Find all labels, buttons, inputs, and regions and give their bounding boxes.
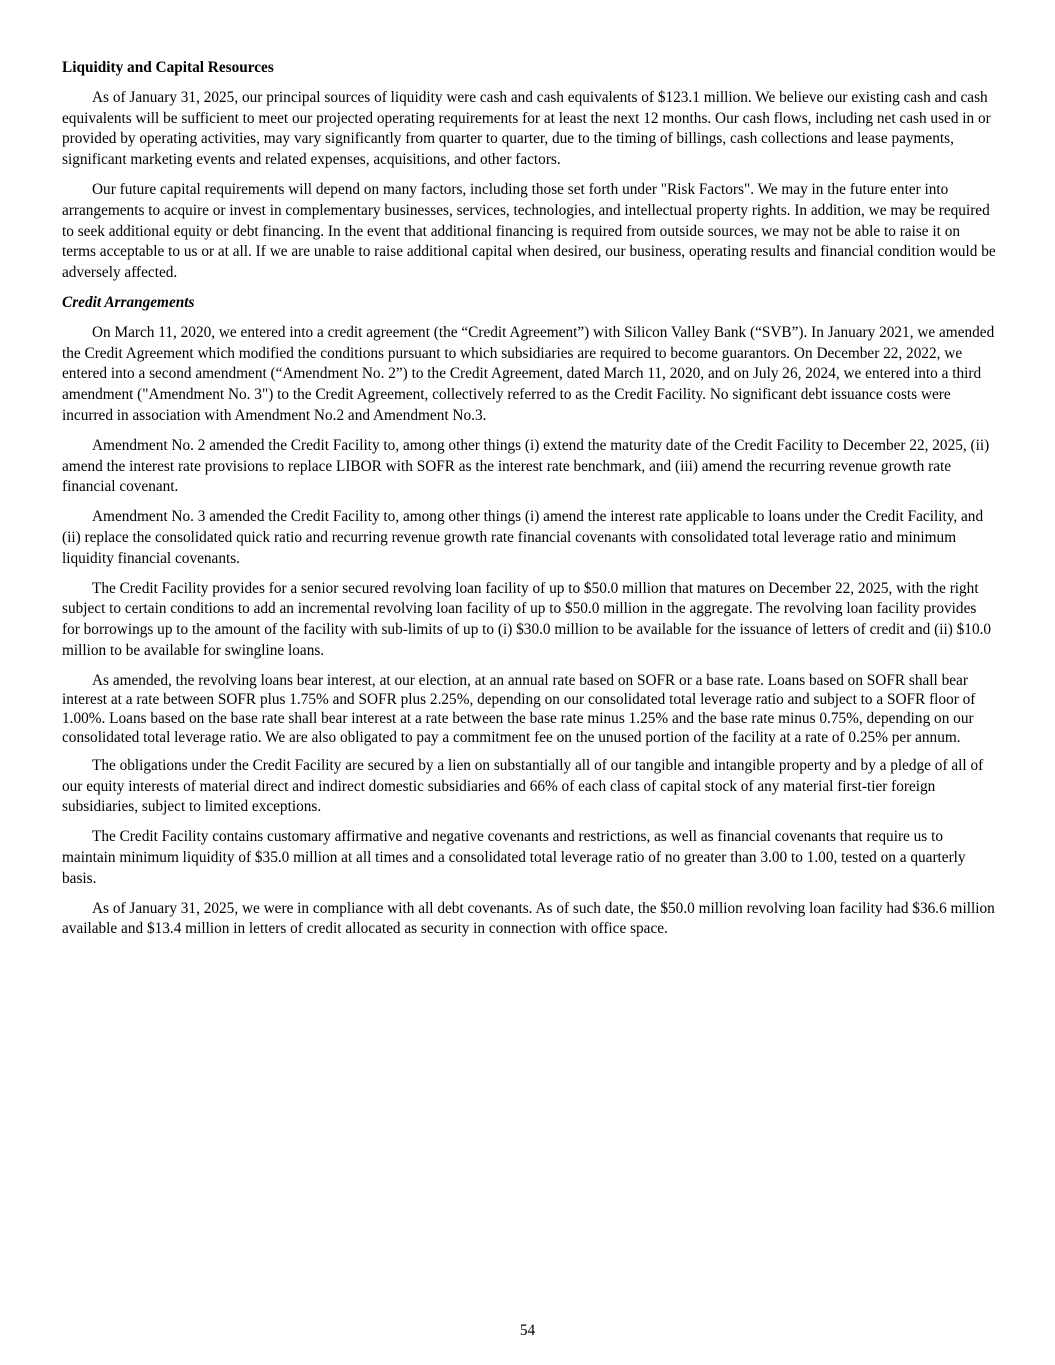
credit-paragraph-1: On March 11, 2020, we entered into a credit agreement (the “Credit Agreement”) with Silicon Valley Bank (“SVB”). In January 2021, we amended the Credit Agreement which modified the conditions pursuant to which subsidiaries are required to become guarantors. On December 22, 2022, we entered into a second amendment (“Amendment No. 2”) to the Credit Agreement, dated March 11, 2020, and on July 26, 2024, we entered into a third amendment ("Amendment No. 3") to the Credit Agreement, collectively referred to as the Credit Facility. No significant debt issuance costs were incurred in association with Amendment No.2 and Amendment No.3.	[62, 323, 995, 424]
page-number: 54	[519, 1322, 536, 1339]
credit-paragraph-3: Amendment No. 3 amended the Credit Facility to, among other things (i) amend the interest rate applicable to loans under the Credit Facility, and (ii) replace the consolidated quick ratio and recurring revenue growth rate financial covenants with consolidated total leverage ratio and minimum liquidity financial covenants.	[62, 508, 984, 567]
document-page	[62, 58, 996, 949]
credit-paragraph-7: The Credit Facility contains customary affirmative and negative covenants and restrictions, as well as financial covenants that require us to maintain minimum liquidity of $35.0 million at all times and a consolidated total leverage ratio of no greater than 3.00 to 1.00, tested on a quarterly basis.	[62, 828, 966, 887]
liquidity-paragraph-2: Our future capital requirements will depend on many factors, including those set forth under "Risk Factors". We may in the future enter into arrangements to acquire or invest in complementary businesses, services, technologies, and intellectual property rights. In addition, we may be required to seek additional equity or debt financing. In the event that additional financing is required from outside sources, we may not be able to raise it on terms acceptable to us or at all. If we are unable to raise additional capital when desired, our business, operating results and financial condition would be adversely affected.	[62, 180, 996, 282]
credit-paragraph-5: As amended, the revolving loans bear interest, at our election, at an annual rate based on SOFR or a base rate. Loans based on SOFR shall bear interest at a rate between SOFR plus 1.75% and SOFR plus 2.25%, depending on our consolidated total leverage ratio and subject to a SOFR floor of 1.00%. Loans based on the base rate shall bear interest at a rate between the base rate minus 1.25% and the base rate minus 0.75%, depending on our consolidated total leverage ratio. We are also obligated to pay a commitment fee on the unused portion of the facility at a rate of 0.25% per annum.	[62, 671, 976, 746]
credit-paragraph-8: As of January 31, 2025, we were in compliance with all debt covenants. As of such date, the $50.0 million revolving loan facility had $36.6 million available and $13.4 million in letters of credit allocated as security in connection with office space.	[62, 899, 995, 938]
liquidity-paragraph-1: As of January 31, 2025, our principal sources of liquidity were cash and cash equivalents of $123.1 million. We believe our existing cash and cash equivalents will be sufficient to meet our projected operating requirements for at least the next 12 months. Our cash flows, including net cash used in or provided by operating activities, may vary significantly from quarter to quarter, due to the timing of billings, cash collections and lease payments, significant marketing events and related expenses, acquisitions, and other factors.	[62, 88, 991, 169]
credit-paragraph-6: The obligations under the Credit Facility are secured by a lien on substantially all of our tangible and intangible property and by a pledge of all of our equity interests of material direct and indirect domestic subsidiaries and 66% of each class of capital stock of any material first-tier foreign subsidiaries, subject to limited exceptions.	[62, 756, 984, 816]
section-heading: Liquidity and Capital Resources	[62, 59, 274, 76]
subsection-heading: Credit Arrangements	[62, 293, 195, 311]
credit-paragraph-2: Amendment No. 2 amended the Credit Facility to, among other things (i) extend the maturity date of the Credit Facility to December 22, 2025, (ii) amend the interest rate provisions to replace LIBOR with SOFR as the interest rate benchmark, and (iii) amend the recurring revenue growth rate financial covenant.	[62, 436, 990, 496]
credit-paragraph-4: The Credit Facility provides for a senior secured revolving loan facility of up to $50.0 million that matures on December 22, 2025, with the right subject to certain conditions to add an incremental revolving loan facility of up to $50.0 million in the aggregate. The revolving loan facility provides for borrowings up to the amount of the facility with sub-limits of up to (i) $30.0 million to be available for the issuance of letters of credit and (ii) $10.0 million to be available for swingline loans.	[62, 579, 992, 659]
